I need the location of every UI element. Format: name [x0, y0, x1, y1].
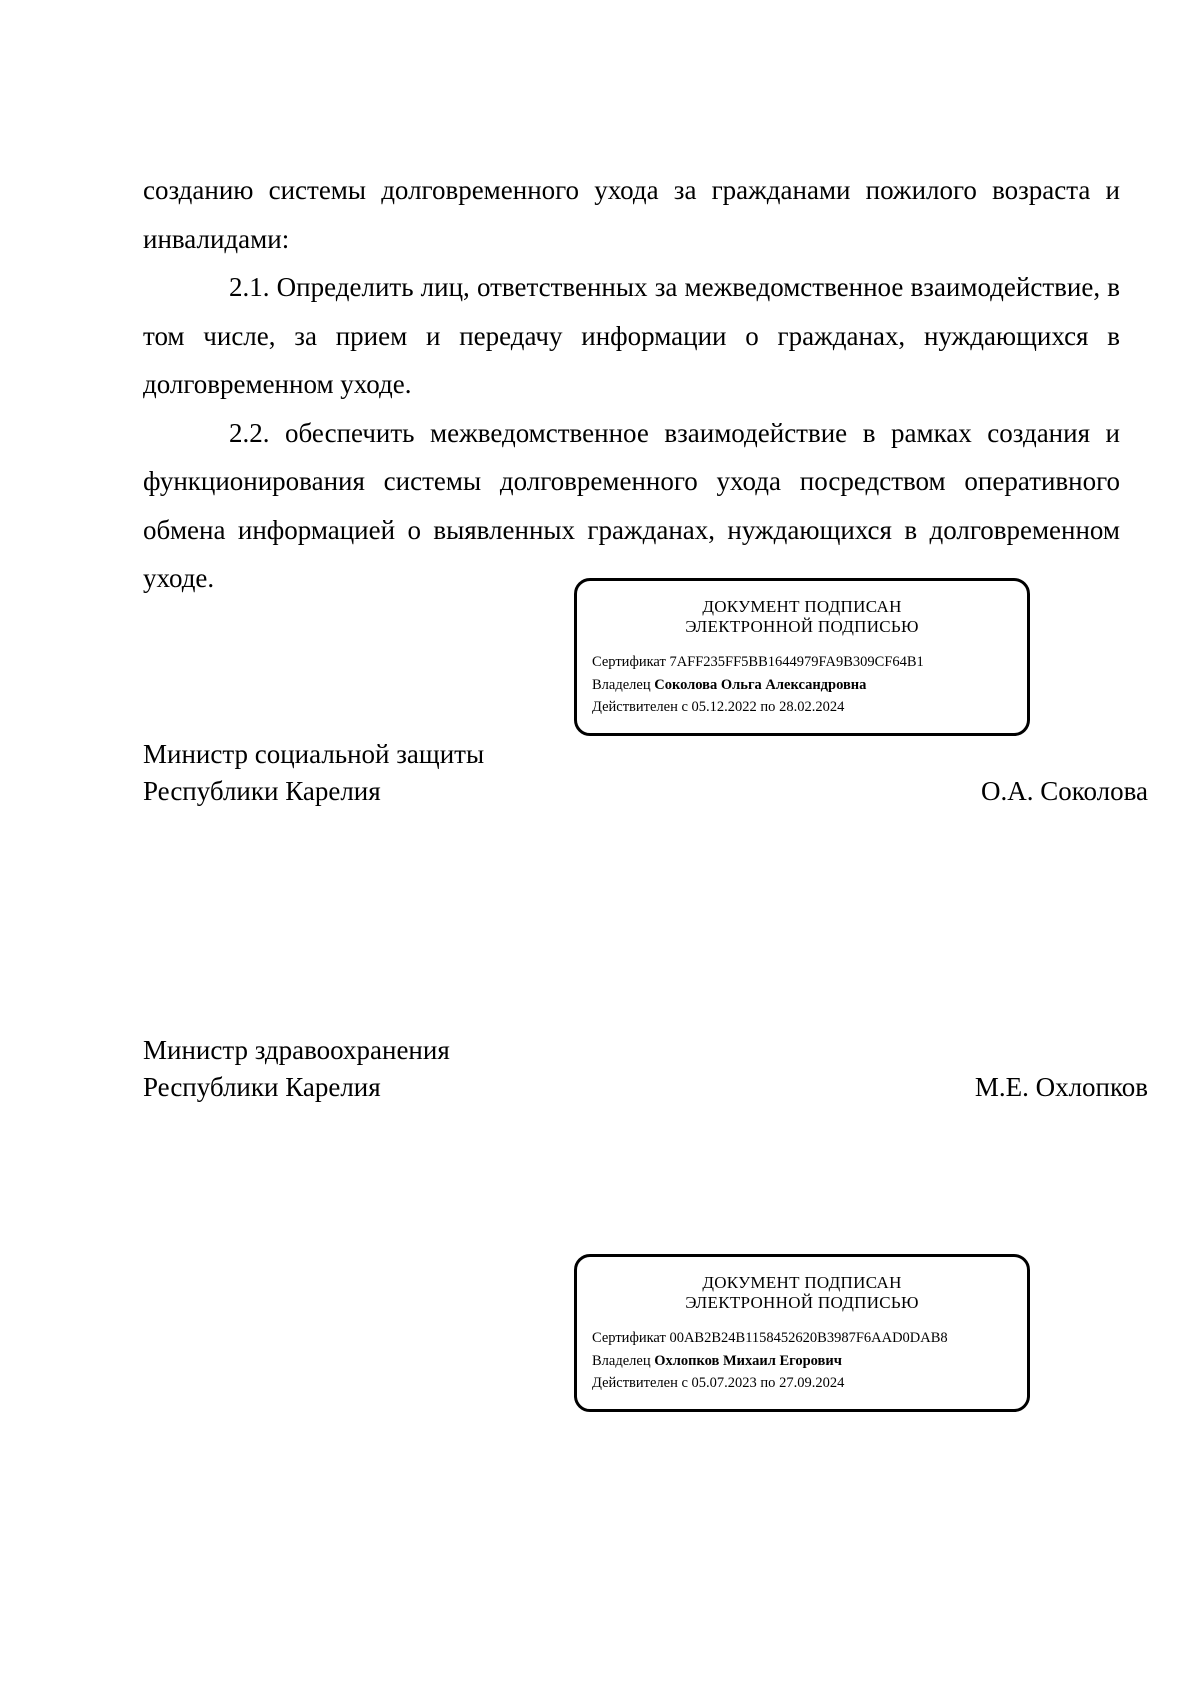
owner-label: Владелец — [592, 676, 651, 693]
validity-label: Действителен с — [592, 699, 688, 715]
stamp-title-line: ДОКУМЕНТ ПОДПИСАН — [702, 597, 902, 616]
stamp-title — [577, 1273, 1027, 1313]
stamp-certificate — [592, 651, 1027, 674]
signature-block — [143, 736, 1148, 810]
paragraph-2-1: 2.1. Определить лиц, ответственных за межведомственное взаимодействие, в том числе, за прием и передачу информации о гражданах, нуждающихся в долговременном уходе. — [143, 272, 1120, 399]
paragraph-2-2: 2.2. обеспечить межведомственное взаимодействие в рамках создания и функционирования системы долговременного ухода посредством оперативного обмена информацией о выявленных гражданах, нуждающихся в долговременном уходе. — [143, 417, 1120, 593]
signatory-name: М.Е. Охлопков — [974, 1072, 1148, 1102]
document-body — [143, 166, 1120, 603]
certificate-value: 00AB2B24B1158452620B3987F6AAD0DAB8 — [669, 1330, 948, 1346]
stamp-title — [577, 597, 1027, 637]
e-signature-stamp — [574, 578, 1030, 736]
certificate-label: Сертификат — [592, 654, 666, 670]
owner-label: Владелец — [592, 1352, 651, 1369]
validity-to: 28.02.2024 — [779, 699, 845, 715]
signatory-position: Министр здравоохранения — [143, 1035, 450, 1065]
validity-to: 27.09.2024 — [779, 1375, 845, 1391]
owner-value: Соколова Ольга Александровна — [654, 676, 867, 693]
signatory-region: Республики Карелия — [143, 1072, 381, 1102]
validity-to-label: по — [760, 699, 776, 715]
owner-value: Охлопков Михаил Егорович — [654, 1352, 842, 1369]
certificate-label: Сертификат — [592, 1330, 666, 1346]
signatory-name: О.А. Соколова — [981, 776, 1148, 806]
stamp-owner — [592, 674, 1027, 697]
stamp-details — [577, 1327, 1027, 1395]
signature-block — [143, 1032, 1148, 1106]
stamp-owner — [592, 1350, 1027, 1373]
stamp-title-line: ЭЛЕКТРОННОЙ ПОДПИСЬЮ — [685, 617, 919, 636]
signatory-position: Министр социальной защиты — [143, 739, 485, 769]
paragraph-intro: созданию системы долговременного ухода за гражданами пожилого возраста и инвалидами: — [143, 175, 1120, 254]
validity-label: Действителен с — [592, 1375, 688, 1391]
stamp-title-line: ЭЛЕКТРОННОЙ ПОДПИСЬЮ — [685, 1293, 919, 1312]
stamp-certificate — [592, 1327, 1027, 1350]
certificate-value: 7AFF235FF5BB1644979FA9B309CF64B1 — [669, 654, 924, 670]
signatory-region: Республики Карелия — [143, 776, 381, 806]
stamp-details — [577, 651, 1027, 719]
stamp-validity — [592, 696, 1027, 719]
validity-from: 05.12.2022 — [691, 699, 757, 715]
validity-to-label: по — [760, 1375, 776, 1391]
stamp-validity — [592, 1372, 1027, 1395]
stamp-title-line: ДОКУМЕНТ ПОДПИСАН — [702, 1273, 902, 1292]
validity-from: 05.07.2023 — [691, 1375, 757, 1391]
e-signature-stamp — [574, 1254, 1030, 1412]
